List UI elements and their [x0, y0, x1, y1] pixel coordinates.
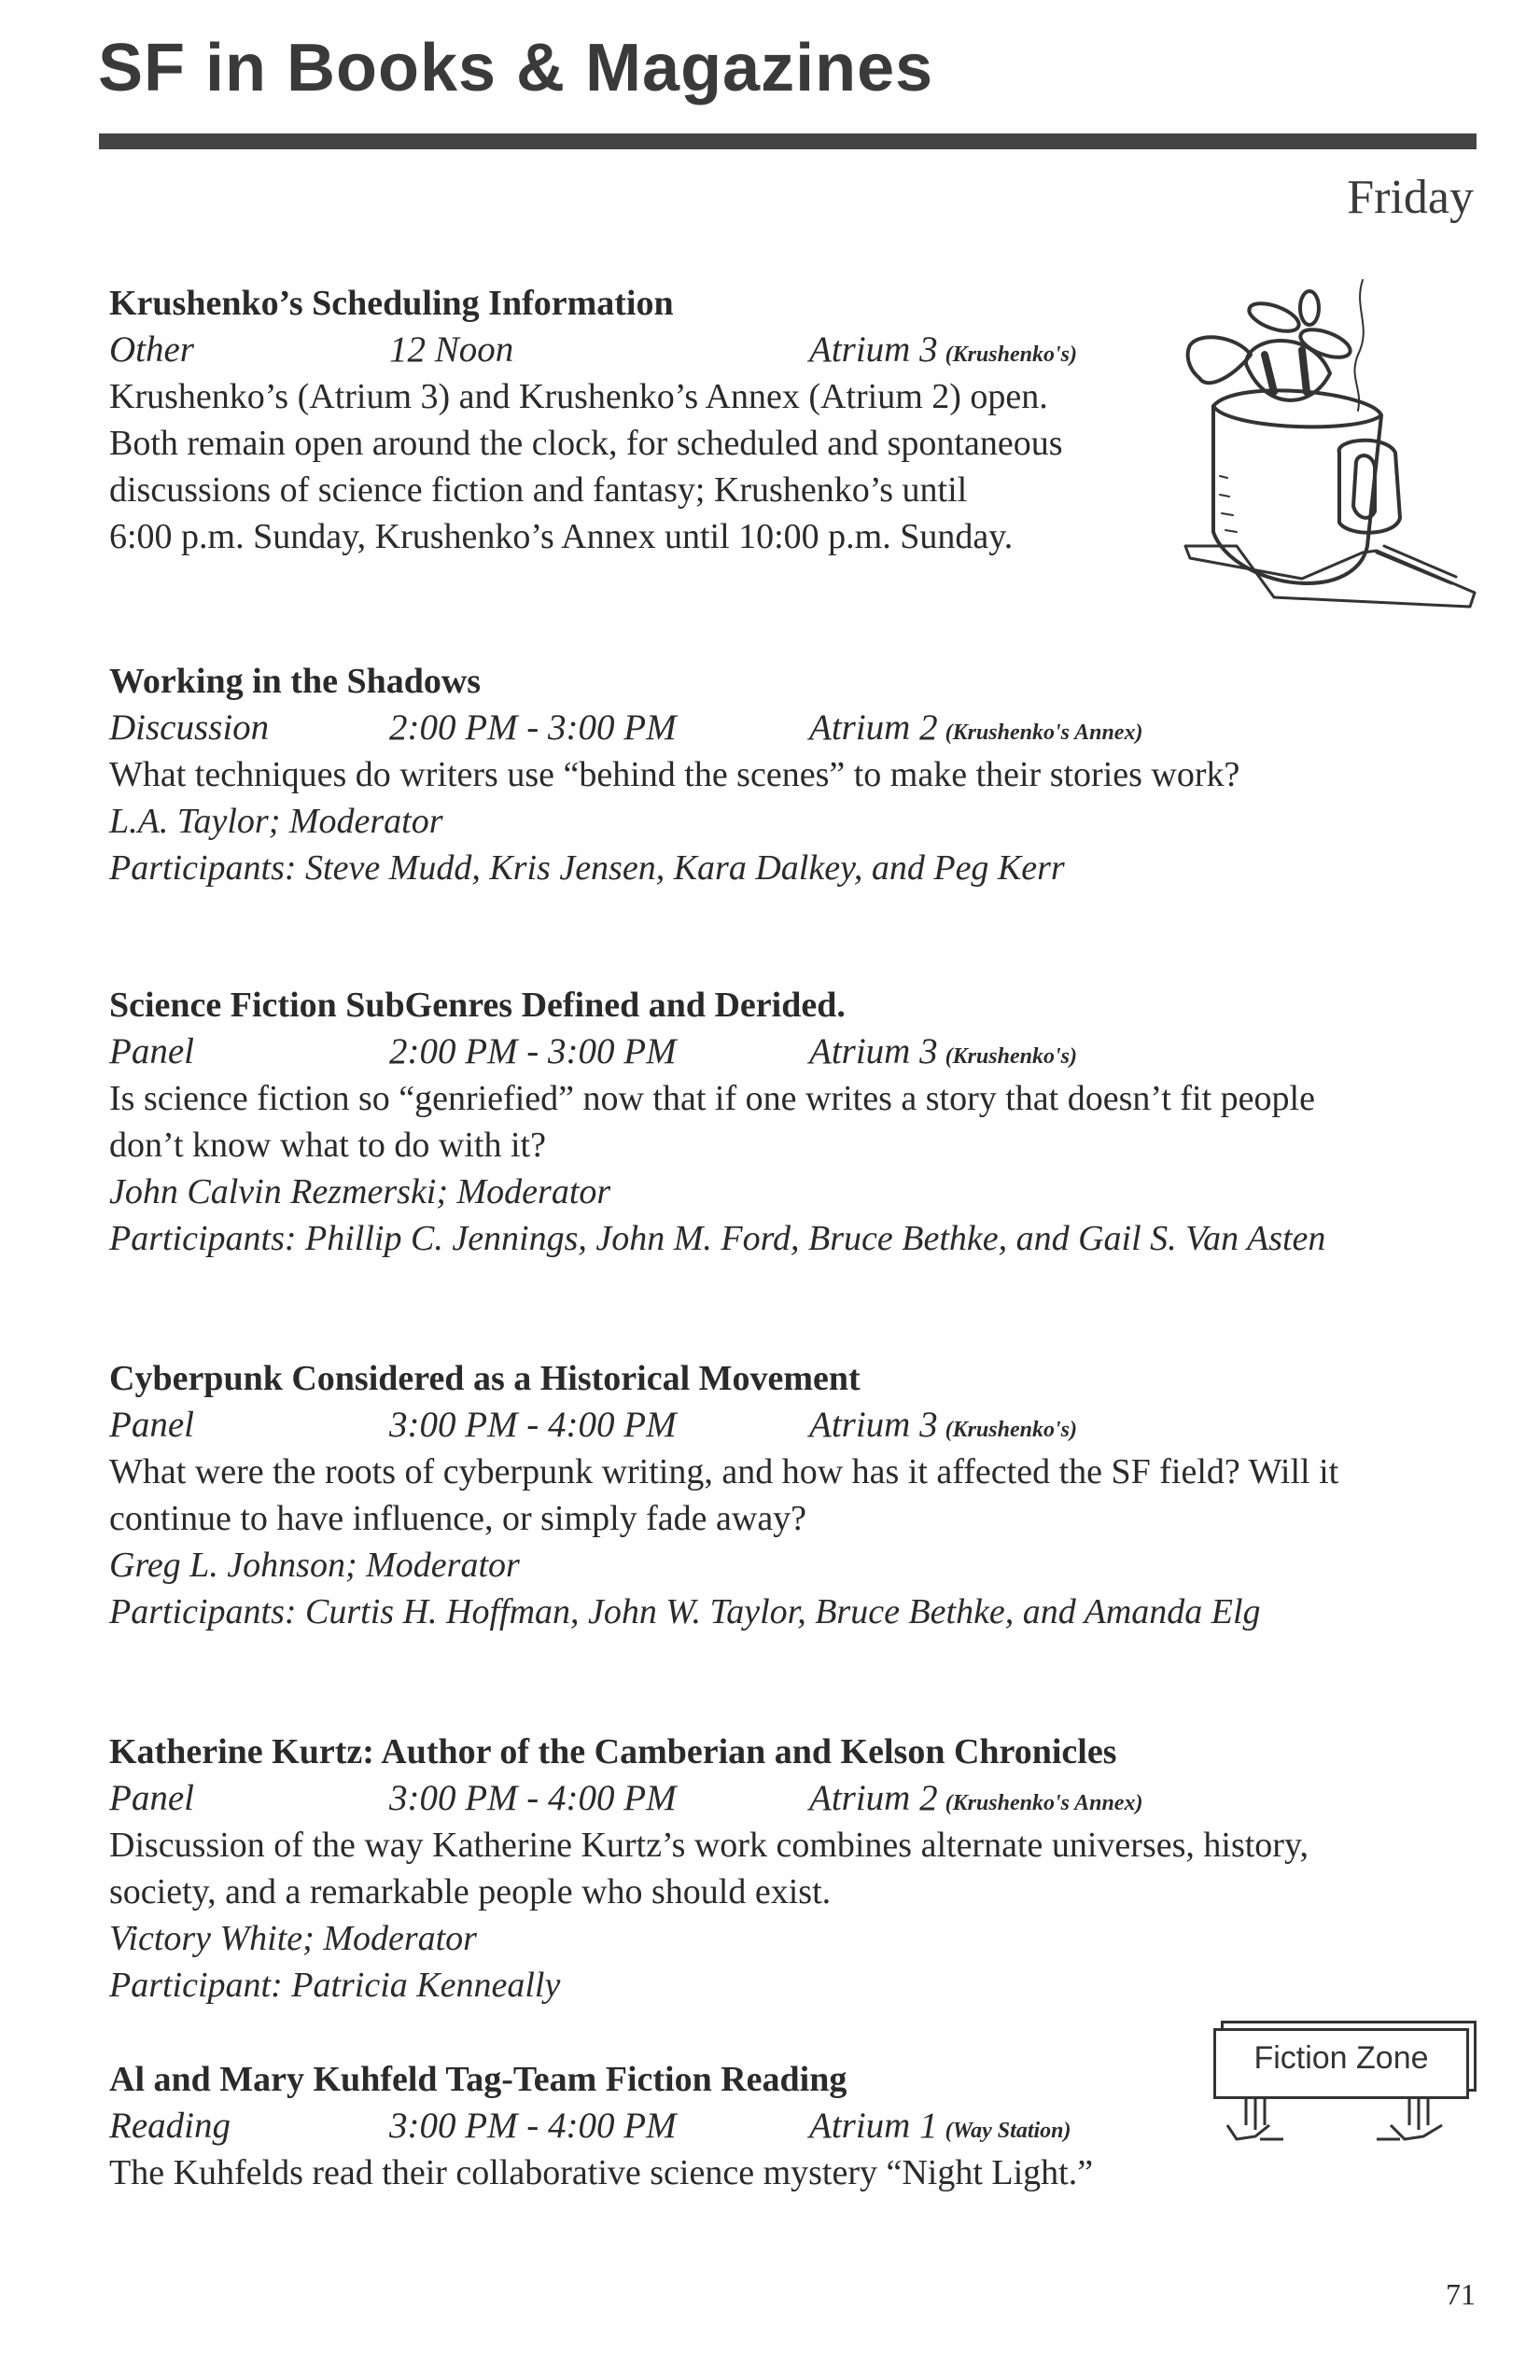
- sign-label: Fiction Zone: [1253, 2040, 1429, 2076]
- event-title: Krushenko’s Scheduling Information: [109, 284, 674, 323]
- event-title: Science Fiction SubGenres Defined and Derided.: [109, 986, 846, 1025]
- event-meta: [109, 327, 1077, 373]
- propeller-blade: [1300, 291, 1319, 325]
- event-entry: [109, 2056, 1093, 2196]
- event-description-line: What were the roots of cyberpunk writing, and how has it affected the SF field? Will it: [109, 1452, 1339, 1491]
- event-entry: [109, 1355, 1338, 1635]
- event-description-line: Discussion of the way Katherine Kurtz’s work combines alternate universes, history,: [109, 1826, 1309, 1865]
- mug-rim: [1213, 390, 1381, 427]
- event-time: 2:00 PM - 3:00 PM: [389, 707, 677, 748]
- event-description-line: discussions of science fiction and fantasy; Krushenko’s until: [109, 470, 968, 510]
- room-name: Atrium 1: [809, 2106, 938, 2146]
- venue-name: (Krushenko's): [945, 343, 1077, 367]
- room-name: Atrium 3: [809, 329, 938, 370]
- event-moderator: John Calvin Rezmerski; Moderator: [109, 1172, 611, 1211]
- page-number: 71: [1446, 2277, 1476, 2311]
- event-title: Working in the Shadows: [109, 662, 482, 701]
- title-rule-divider: [99, 133, 1477, 149]
- page-title: SF in Books & Magazines: [98, 31, 934, 105]
- event-meta: [109, 1402, 1338, 1449]
- venue-name: (Krushenko's Annex): [945, 721, 1143, 745]
- event-type: Reading: [109, 2106, 231, 2146]
- event-meta: [109, 2103, 1093, 2149]
- event-room: [809, 327, 1077, 378]
- cap-bill: [1188, 337, 1251, 383]
- event-room: [809, 705, 1142, 756]
- event-meta: [109, 705, 1239, 751]
- event-time: 3:00 PM - 4:00 PM: [389, 1778, 677, 1818]
- event-description-line: Both remain open around the clock, for scheduled and spontaneous: [109, 424, 1063, 463]
- event-type: Panel: [109, 1031, 194, 1071]
- event-meta: [109, 1029, 1325, 1075]
- event-time: 2:00 PM - 3:00 PM: [389, 1031, 677, 1071]
- steam-line: [1354, 280, 1363, 411]
- event-type: Panel: [109, 1778, 194, 1818]
- event-moderator: Greg L. Johnson; Moderator: [109, 1546, 520, 1585]
- event-room: [809, 2103, 1071, 2154]
- event-participants: Participants: Phillip C. Jennings, John M. Ford, Bruce Bethke, and Gail S. Van Asten: [109, 1219, 1326, 1258]
- event-room: [809, 1029, 1077, 1080]
- venue-name: (Krushenko's): [945, 1044, 1077, 1069]
- event-description-line: society, and a remarkable people who should exist.: [109, 1872, 832, 1911]
- event-time: 12 Noon: [389, 329, 514, 370]
- event-entry: [109, 982, 1325, 1262]
- event-participants: Participant: Patricia Kenneally: [109, 1966, 561, 2005]
- room-name: Atrium 2: [809, 707, 938, 748]
- coaster-label: [1377, 546, 1456, 583]
- room-name: Atrium 3: [809, 1405, 938, 1445]
- venue-name: (Krushenko's): [945, 1418, 1077, 1442]
- coffee-mug-illustration: [1171, 261, 1489, 616]
- event-room: [809, 1402, 1077, 1453]
- sign-legs: [1209, 2097, 1489, 2153]
- event-entry: [109, 1729, 1309, 2009]
- event-title: Katherine Kurtz: Author of the Camberian and Kelson Chronicles: [109, 1732, 1117, 1771]
- venue-name: (Way Station): [945, 2119, 1071, 2143]
- propeller-blade: [1246, 298, 1303, 337]
- room-name: Atrium 3: [809, 1031, 938, 1071]
- event-type: Panel: [109, 1405, 194, 1445]
- fiction-zone-sign: [1209, 2011, 1489, 2161]
- event-meta: [109, 1775, 1309, 1822]
- event-description-line: Krushenko’s (Atrium 3) and Krushenko’s Annex (Atrium 2) open.: [109, 377, 1048, 416]
- event-description-line: don’t know what to do with it?: [109, 1126, 546, 1165]
- sign-board: [1213, 2028, 1469, 2099]
- event-type: Discussion: [109, 707, 270, 748]
- event-description-line: 6:00 p.m. Sunday, Krushenko’s Annex until 10:00 p.m. Sunday.: [109, 517, 1014, 556]
- event-title: Cyberpunk Considered as a Historical Movement: [109, 1359, 861, 1398]
- event-participants: Participants: Steve Mudd, Kris Jensen, Kara Dalkey, and Peg Kerr: [109, 848, 1065, 888]
- event-room: [809, 1775, 1142, 1827]
- day-label: Friday: [1347, 171, 1474, 224]
- event-description-line: continue to have influence, or simply fade away?: [109, 1499, 807, 1538]
- event-description-line: What techniques do writers use “behind the scenes” to make their stories work?: [109, 755, 1240, 794]
- event-entry: [109, 280, 1077, 560]
- event-description-line: The Kuhfelds read their collaborative science mystery “Night Light.”: [109, 2153, 1094, 2192]
- event-title: Al and Mary Kuhfeld Tag-Team Fiction Reading: [109, 2060, 847, 2099]
- event-moderator: L.A. Taylor; Moderator: [109, 802, 443, 841]
- venue-name: (Krushenko's Annex): [945, 1791, 1143, 1815]
- event-description-line: Is science fiction so “genriefied” now that if one writes a story that doesn’t fit people: [109, 1079, 1315, 1118]
- event-entry: [109, 658, 1239, 891]
- room-name: Atrium 2: [809, 1778, 938, 1818]
- event-time: 3:00 PM - 4:00 PM: [389, 2106, 677, 2146]
- event-moderator: Victory White; Moderator: [109, 1919, 477, 1958]
- event-time: 3:00 PM - 4:00 PM: [389, 1405, 677, 1445]
- event-participants: Participants: Curtis H. Hoffman, John W. Taylor, Bruce Bethke, and Amanda Elg: [109, 1592, 1261, 1631]
- event-type: Other: [109, 329, 194, 370]
